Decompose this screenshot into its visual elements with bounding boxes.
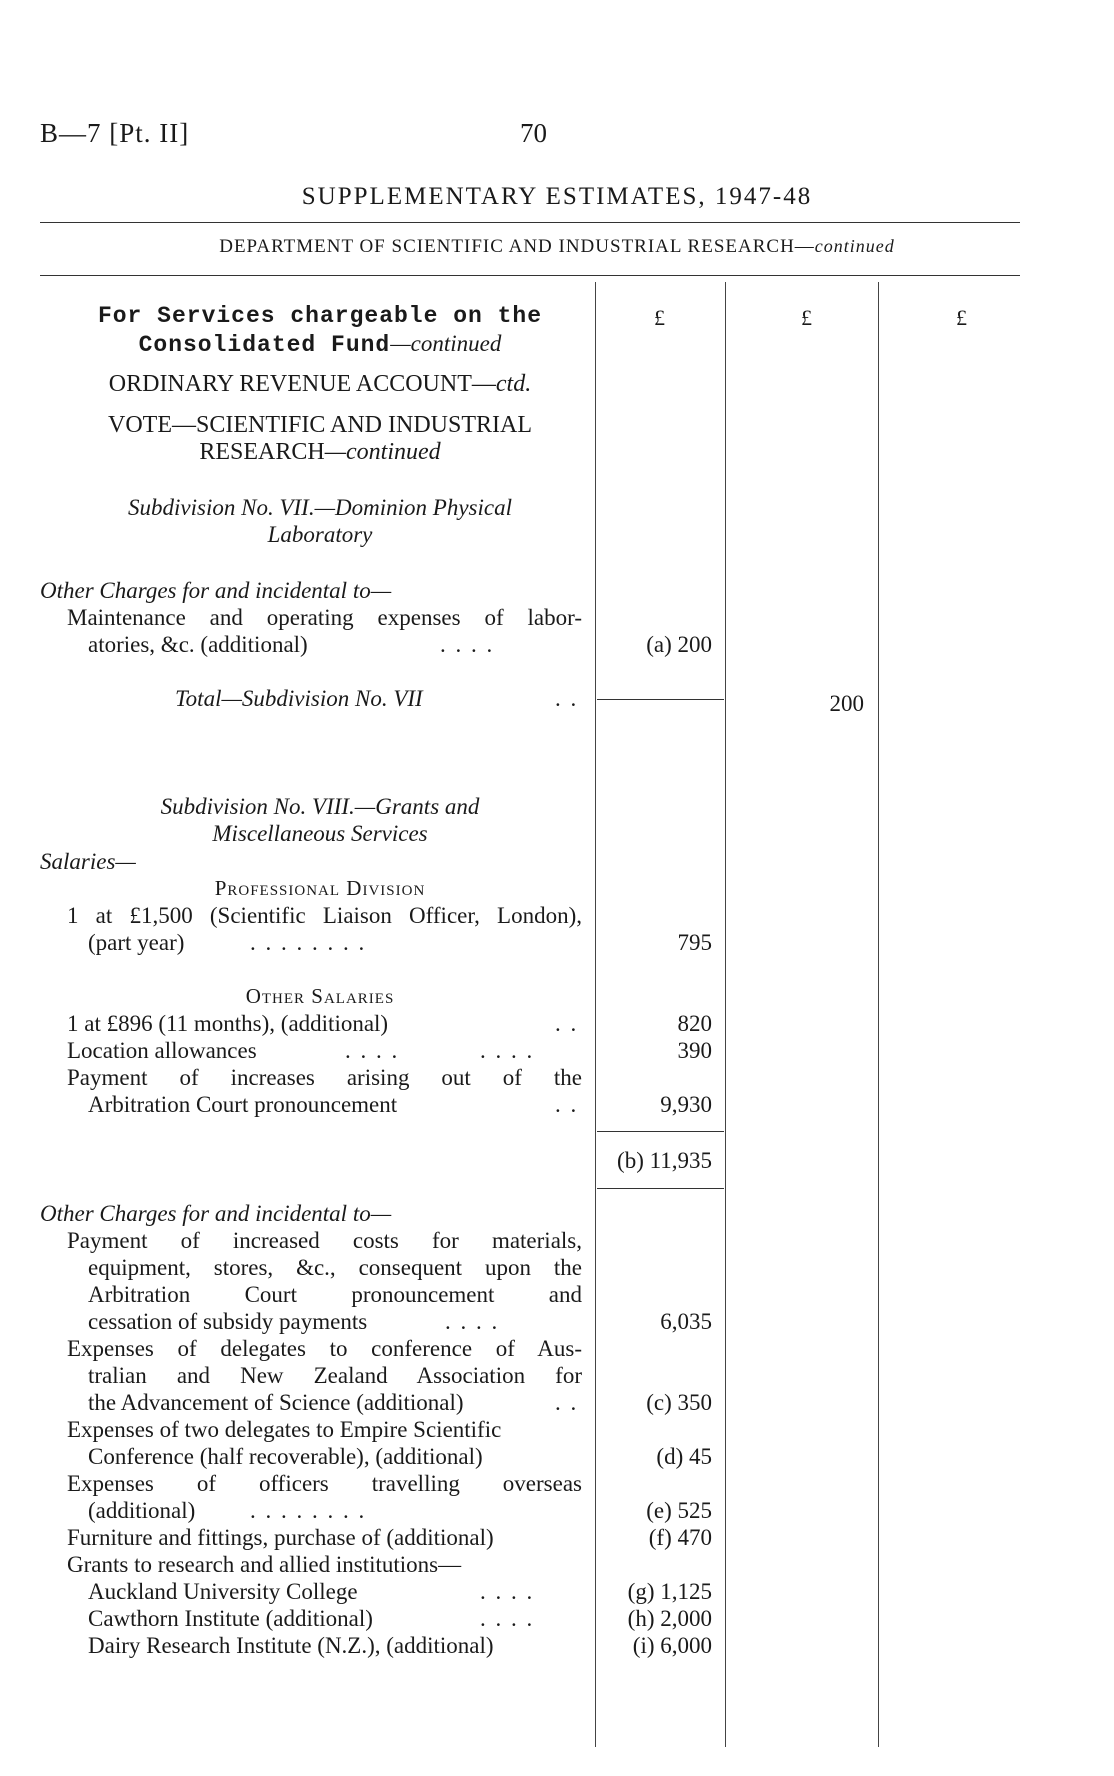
one-at-896-amount: 820 (677, 1011, 712, 1036)
subdivision-7-heading (40, 494, 600, 548)
empire-amount: (d) 45 (656, 1444, 712, 1469)
sub8-salaries-label: Salaries— (40, 849, 136, 874)
sub7-total-label: Total—Subdivision No. VII (175, 686, 423, 711)
services-heading (40, 303, 600, 359)
consolidated-fund: Consolidated Fund (138, 332, 391, 358)
liaison-amount: 795 (677, 930, 712, 955)
sub7-other-charges: Other Charges for and incidental to— (40, 578, 392, 603)
materials-amount: 6,035 (660, 1309, 712, 1334)
empire-line-2: Conference (half recoverable), (additional) (88, 1444, 483, 1469)
other-salaries-heading: Other Salaries (245, 984, 395, 1008)
column-rule-3 (878, 282, 879, 1747)
travelling-amount: (e) 525 (646, 1498, 712, 1523)
subdivision-7-line-1: Subdivision No. VII.—Dominion Physical (128, 495, 512, 520)
column-rule-2 (725, 282, 726, 1747)
subdivision-7-line-2: Laboratory (267, 522, 373, 547)
cawthorn-label: Cawthorn Institute (additional) (88, 1606, 373, 1631)
delegates-line-2: tralian and New Zealand Association for (88, 1363, 582, 1388)
department-name: DEPARTMENT OF SCIENTIFIC AND INDUSTRIAL RESEARCH— (219, 236, 815, 257)
page-title: SUPPLEMENTARY ESTIMATES, 1947-48 (301, 183, 813, 210)
sub7-maintenance-line-1: Maintenance and operating expenses of labor- (67, 605, 582, 630)
dot-leader: . . . . . . . . (250, 930, 367, 955)
materials-line-1: Payment of increased costs for materials, (67, 1228, 582, 1253)
services-continued: —continued (390, 331, 502, 356)
salaries-subtotal-amount: (b) 11,935 (617, 1148, 712, 1173)
location-allowances-label: Location allowances (67, 1038, 257, 1063)
sub8-other-charges: Other Charges for and incidental to— (40, 1201, 392, 1226)
dot-leader: . . (555, 1390, 579, 1415)
salaries-subtotal-rule-bottom (597, 1188, 724, 1189)
auckland-label: Auckland University College (88, 1579, 358, 1604)
delegates-line-1: Expenses of delegates to conference of Aus- (67, 1336, 582, 1361)
materials-line-4: cessation of subsidy payments (88, 1309, 368, 1334)
department-continued: continued (814, 236, 895, 256)
sub7-total-rule (597, 699, 724, 700)
dot-leader: . . . . (480, 1606, 535, 1631)
services-line-2 (40, 330, 600, 359)
vote-research: RESEARCH (199, 439, 325, 465)
services-line-1: For Services chargeable on the (97, 303, 543, 329)
dot-leader: . . . . (445, 1309, 500, 1334)
professional-division-heading: Professional Division (214, 876, 426, 900)
title-rule (40, 222, 1020, 223)
dot-leader: . . (555, 686, 579, 711)
subdivision-8-line-1: Subdivision No. VIII.—Grants and (160, 794, 480, 819)
furniture-label: Furniture and fittings, purchase of (additional) (67, 1525, 494, 1550)
grants-label: Grants to research and allied institutions— (67, 1552, 462, 1577)
vote-line-2 (40, 439, 600, 466)
empire-line-1: Expenses of two delegates to Empire Scientific (67, 1417, 502, 1442)
one-at-896-label: 1 at £896 (11 months), (additional) (67, 1011, 389, 1036)
dairy-label: Dairy Research Institute (N.Z.), (additional) (88, 1633, 494, 1658)
dairy-amount: (i) 6,000 (632, 1633, 712, 1658)
dot-leader: . . (555, 1092, 579, 1117)
department-heading (0, 236, 1114, 258)
liaison-line-1: 1 at £1,500 (Scientific Liaison Officer, London), (67, 903, 582, 928)
travelling-line-2: (additional) (88, 1498, 196, 1523)
vote-continued: —continued (324, 439, 441, 465)
delegates-amount: (c) 350 (646, 1390, 712, 1415)
dot-leader: . . . . (440, 632, 495, 657)
subdivision-8-line-2: Miscellaneous Services (212, 821, 428, 846)
ordinary-revenue-label: ORDINARY REVENUE ACCOUNT— (108, 371, 496, 397)
sub7-total-amount: 200 (829, 691, 864, 716)
sub7-maintenance-line-2: atories, &c. (additional) (88, 632, 308, 657)
payment-increases-line-1: Payment of increases arising out of the (67, 1065, 582, 1090)
dot-leader: . . . . . . . . (250, 1498, 367, 1523)
payment-increases-line-2: Arbitration Court pronouncement (88, 1092, 398, 1117)
materials-line-2: equipment, stores, &c., consequent upon the (88, 1255, 582, 1280)
pound-header-1: £ (654, 305, 665, 330)
furniture-amount: (f) 470 (648, 1525, 712, 1550)
location-allowances-amount: 390 (677, 1038, 712, 1063)
delegates-line-3: the Advancement of Science (additional) (88, 1390, 464, 1415)
dot-leader: . . (555, 1011, 579, 1036)
dot-leader: . . . . (345, 1038, 400, 1063)
subdivision-8-heading (40, 793, 600, 847)
pound-header-3: £ (956, 305, 967, 330)
department-rule (40, 275, 1020, 276)
payment-increases-amount: 9,930 (660, 1092, 712, 1117)
dot-leader: . . . . (480, 1579, 535, 1604)
cawthorn-amount: (h) 2,000 (627, 1606, 712, 1631)
sub7-maintenance-amount: (a) 200 (646, 632, 712, 657)
pound-header-2: £ (801, 305, 812, 330)
vote-heading (40, 412, 600, 466)
salaries-subtotal-rule-top (597, 1131, 724, 1132)
travelling-line-1: Expenses of officers travelling overseas (67, 1471, 582, 1496)
auckland-amount: (g) 1,125 (627, 1579, 712, 1604)
ordinary-revenue-ctd: ctd. (495, 371, 532, 397)
dot-leader: . . . . (480, 1038, 535, 1063)
vote-line-1: VOTE—SCIENTIFIC AND INDUSTRIAL (108, 412, 532, 438)
liaison-line-2: (part year) (88, 930, 185, 955)
page-number: 70 (520, 118, 547, 148)
materials-line-3: Arbitration Court pronouncement and (88, 1282, 582, 1307)
document-reference: B—7 [Pt. II] (40, 118, 190, 148)
ordinary-revenue-heading (40, 371, 600, 398)
